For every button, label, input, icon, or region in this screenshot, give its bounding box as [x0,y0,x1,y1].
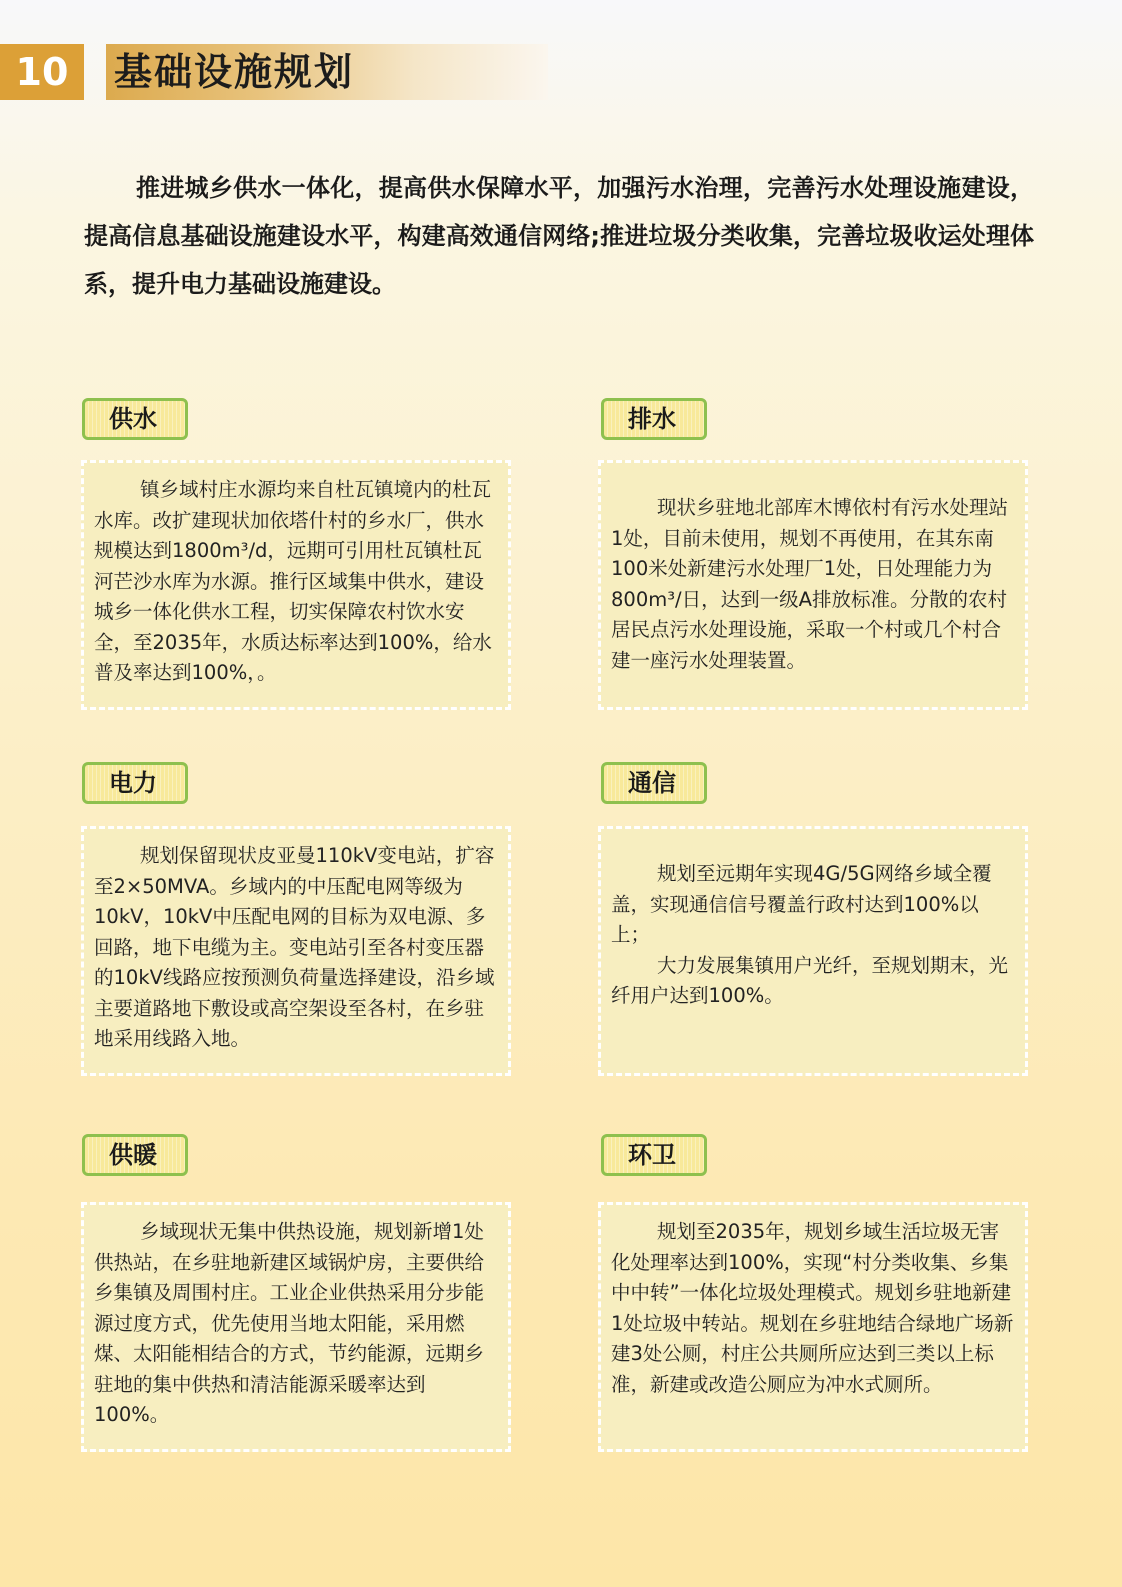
drainage-text: 现状乡驻地北部库木博依村有污水处理站1处，目前未使用，规划不再使用，在其东南100米处新建污水处理厂1处，日处理能力为800m³/日，达到一级A排放标准。分散的农村居民点污水处理设施，采取一个村或几个村合建一座污水处理装置。 [611,496,1009,672]
telecom-text-2: 大力发展集镇用户光纤，至规划期末，光纤用户达到100%。 [611,953,1009,1007]
label-power: 电力 [82,762,188,804]
title-bar [106,44,548,100]
box-sanitation [598,1202,1028,1452]
page-header [0,44,560,100]
label-water-supply: 供水 [82,398,188,440]
label-heating: 供暖 [82,1134,188,1176]
box-power [81,826,511,1076]
label-telecom: 通信 [601,762,707,804]
box-water-supply [81,460,511,710]
page-title: 基础设施规划 [114,50,355,94]
sanitation-text: 规划至2035年，规划乡域生活垃圾无害化处理率达到100%，实现“村分类收集、乡集中中转”一体化垃圾处理模式。规划乡驻地新建1处垃圾中转站。规划在乡驻地结合绿地广场新建3处公厕，村庄公共厕所应达到三类以上标准，新建或改造公厕应为冲水式厕所。 [611,1220,1014,1396]
box-heating [81,1202,511,1452]
telecom-text-1: 规划至远期年实现4G/5G网络乡域全覆盖，实现通信信号覆盖行政村达到100%以上； [611,862,992,946]
heating-text: 乡域现状无集中供热设施，规划新增1处供热站，在乡驻地新建区域锅炉房，主要供给乡集镇及周围村庄。工业企业供热采用分步能源过度方式，优先使用当地太阳能，采用燃煤、太阳能相结合的方式，节约能源，远期乡驻地的集中供热和清洁能源采暖率达到100%。 [94,1220,485,1426]
section-number: 10 [0,44,84,100]
intro-paragraph: 推进城乡供水一体化，提高供水保障水平，加强污水治理，完善污水处理设施建设，提高信息基础设施建设水平，构建高效通信网络;推进垃圾分类收集，完善垃圾收运处理体系，提升电力基础设施建设。 [84,174,1034,298]
box-telecom [598,826,1028,1076]
power-text: 规划保留现状皮亚曼110kV变电站，扩容至2×50MVA。乡域内的中压配电网等级为10kV，10kV中压配电网的目标为双电源、多回路，地下电缆为主。变电站引至各村变压器的10kV线路应按预测负荷量选择建设，沿乡域主要道路地下敷设或高空架设至各村，在乡驻地采用线路入地。 [94,844,495,1050]
water-supply-text: 镇乡域村庄水源均来自杜瓦镇境内的杜瓦水库。改扩建现状加依塔什村的乡水厂，供水规模达到1800m³/d，远期可引用杜瓦镇杜瓦河芒沙水库为水源。推行区域集中供水，建设城乡一体化供水工程，切实保障农村饮水安全，至2035年，水质达标率达到100%，给水普及率达到100%，。 [94,478,492,684]
label-drainage: 排水 [601,398,707,440]
box-drainage [598,460,1028,710]
label-sanitation: 环卫 [601,1134,707,1176]
